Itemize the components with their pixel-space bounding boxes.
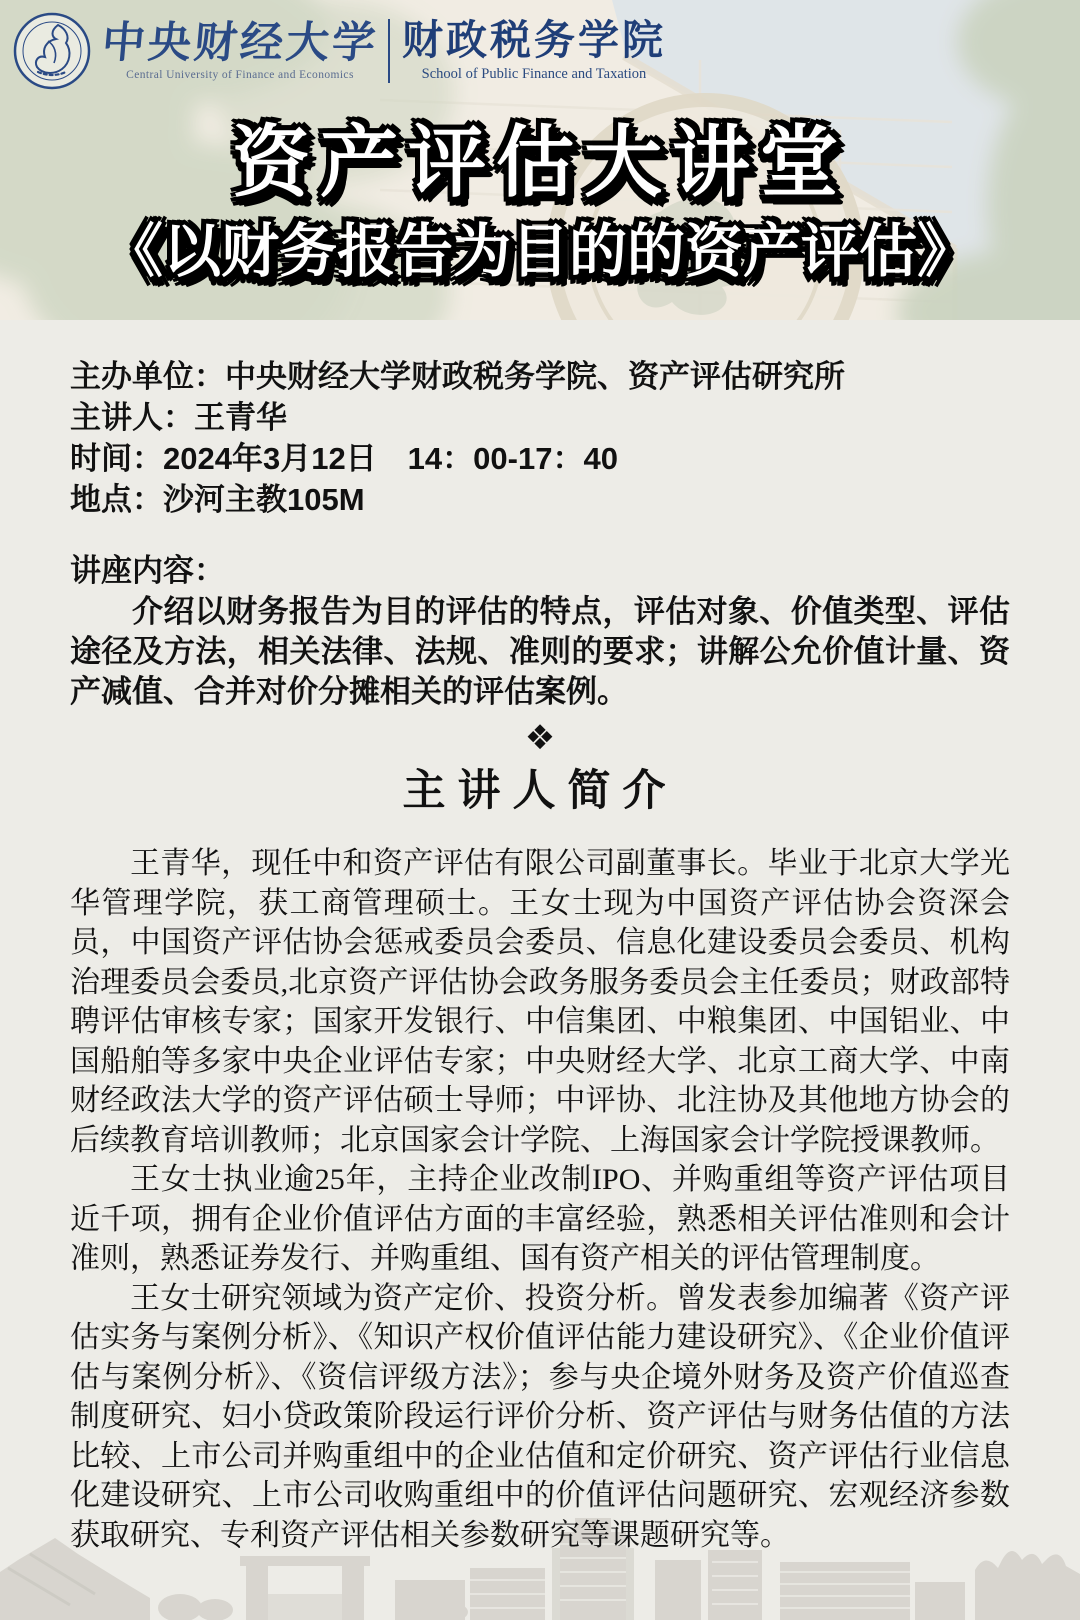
location-label: 地点： (70, 482, 163, 517)
university-name-cn: 中央财经大学 (99, 20, 381, 68)
lecture-content-section (70, 550, 1010, 712)
location-line (70, 479, 1010, 520)
university-name-block (99, 20, 381, 81)
university-seal-logo (12, 11, 92, 91)
poster-subtitle: 《以财务报告为目的的资产评估》 (104, 219, 975, 284)
school-name-cn: 财政税务学院 (402, 17, 666, 64)
organizer-line (70, 356, 1010, 397)
poster-body (0, 356, 1080, 1555)
bio-paragraph-3: 王女士研究领域为资产定价、投资分析。曾发表参加编著《资产评估实务与案例分析》、《知识产权价值评估能力建设研究》、《企业价值评估与案例分析》、《资信评级方法》；参与央企境外财务及资产价值巡查制度研究、妇小贷政策阶段运行评价分析、资产评估与财务估值的方法比较、上市公司并购重组中的企业估值和定价研究、资产评估行业信息化建设研究、上市公司收购重组中的价值评估问题研究、宏观经济参数获取研究、专利资产评估相关参数研究等课题研究等。 (70, 1281, 1010, 1552)
speaker-value: 王青华 (194, 400, 287, 435)
time-line (70, 438, 1010, 479)
speaker-label: 主讲人： (70, 400, 194, 435)
organizer-value: 中央财经大学财政税务学院、资产评估研究所 (225, 359, 845, 394)
speaker-profile-heading: 主讲人简介 (402, 768, 678, 815)
diamond-ornament-icon: ❖ (524, 719, 556, 757)
hero-banner (0, 0, 1080, 320)
school-name-block (402, 19, 666, 82)
time-value: 2024年3月12日 14：00-17：40 (163, 441, 618, 476)
lecture-content-body: 介绍以财务报告为目的评估的特点，评估对象、价值类型、评估途径及方法，相关法律、法规、准则的要求；讲解公允价值计量、资产减值、合并对价分摊相关的评估案例。 (70, 594, 1010, 709)
header-brand-bar (12, 8, 666, 94)
event-info (70, 356, 1010, 520)
bio-paragraph-1: 王青华，现任中和资产评估有限公司副董事长。毕业于北京大学光华管理学院，获工商管理硕士。王女士现为中国资产评估协会资深会员，中国资产评估协会惩戒委员会委员、信息化建设委员会委员、机构治理委员会委员,北京资产评估协会政务服务委员会主任委员；财政部特聘评估审核专家；国家开发银行、中信集团、中粮集团、中国铝业、中国船舶等多家中央企业评估专家；中央财经大学、北京工商大学、中南财经政法大学的资产评估硕士导师；中评协、北注协及其他地方协会的后续教育培训教师；北京国家会计学院、上海国家会计学院授课教师。 (70, 847, 1010, 1157)
speaker-line (70, 397, 1010, 438)
organizer-label: 主办单位： (70, 359, 225, 394)
bio-paragraph-2: 王女士执业逾25年，主持企业改制IPO、并购重组等资产评估项目近千项，拥有企业价值评估方面的丰富经验，熟悉相关评估准则和会计准则，熟悉证券发行、并购重组、国有资产相关的评估管理制度。 (70, 1163, 1010, 1275)
brand-divider (388, 19, 390, 83)
school-name-en: School of Public Finance and Taxation (421, 65, 647, 82)
time-label: 时间： (70, 441, 163, 476)
speaker-bio (70, 844, 1010, 1555)
location-value: 沙河主教105M (163, 482, 365, 517)
poster-title: 资产评估大讲堂 (231, 118, 848, 206)
lecture-content-heading: 讲座内容： (70, 553, 225, 588)
university-name-en: Central University of Finance and Economics (126, 68, 354, 81)
